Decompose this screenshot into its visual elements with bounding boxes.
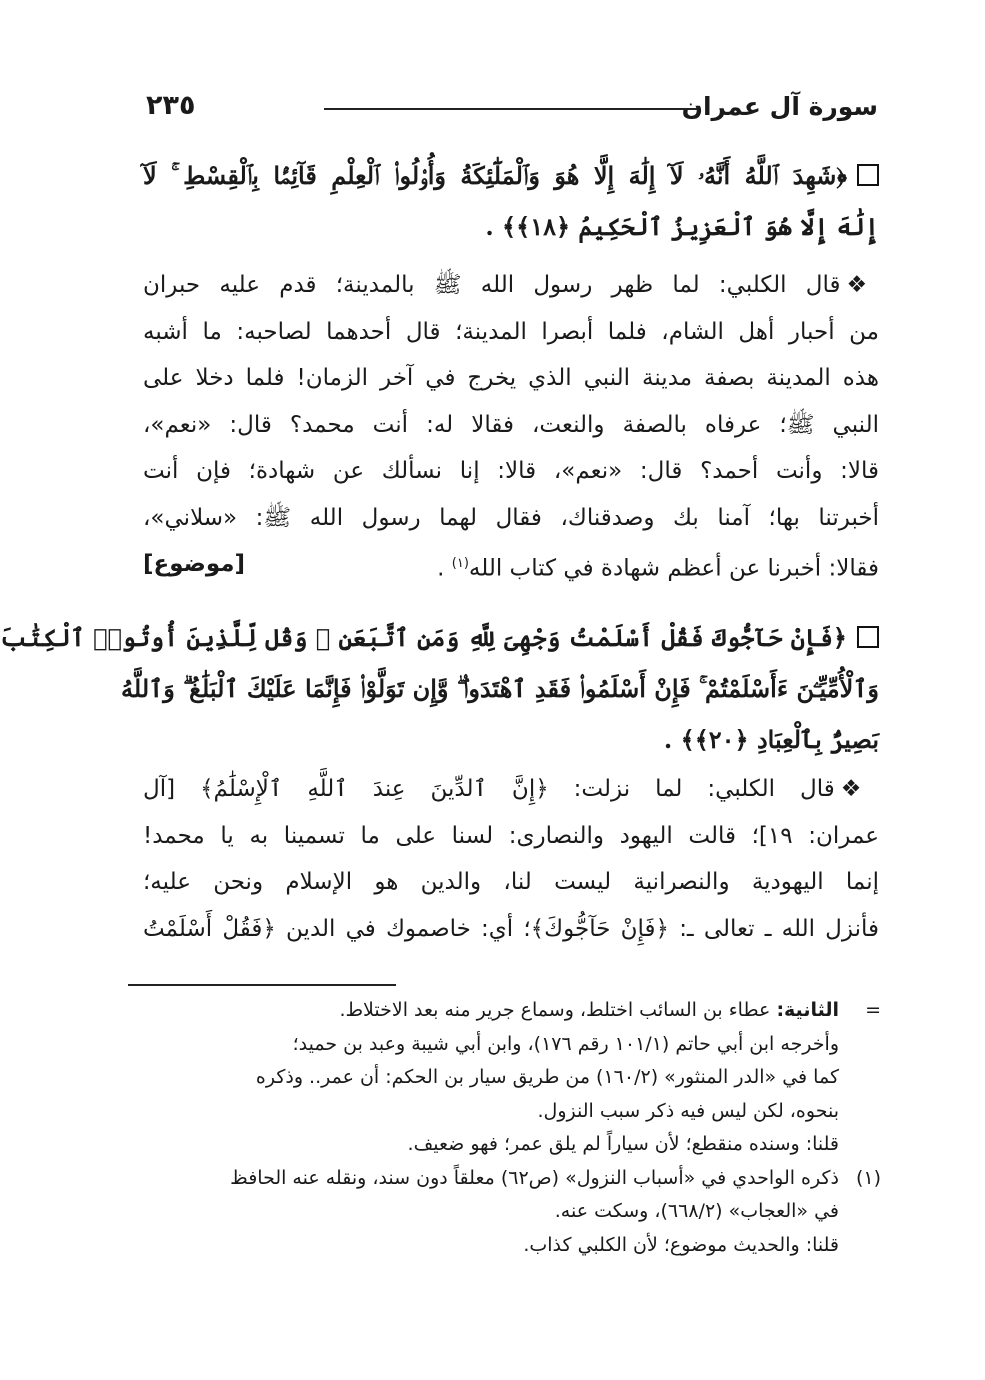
- footnotes: [139, 994, 881, 1262]
- occasion-text-1: [143, 262, 879, 592]
- footnote-1: (١)ذكره الواحدي في «أسباب النزول» (ص٦٢) معلقاً دون سند، ونقله عنه الحافظ: [139, 1162, 881, 1196]
- text-line: قالا: وأنت أحمد؟ قال: «نعم»، قالا: إنا نسألك عن شهادة؛ فإن أنت: [143, 458, 879, 484]
- grading-tag: [موضوع]: [143, 551, 246, 577]
- footnote-label: الثانية:: [776, 999, 839, 1021]
- verse-line: ﴿فَإِنْ حَآجُّوكَ فَقُلْ أَسْلَمْتُ وَجْهِىَ لِلَّهِ وَمَنِ ٱتَّبَعَنِ ۗ وَقُل لِّلَّذِينَ أُوتُوا۟ ٱلْكِتَٰبَ: [143, 612, 879, 663]
- verse-block-1: [143, 150, 879, 252]
- square-marker-icon: [857, 626, 879, 648]
- verse-line: ﴿شَهِدَ ٱللَّهُ أَنَّهُۥ لَآ إِلَٰهَ إِلَّا هُوَ وَٱلْمَلَٰٓئِكَةُ وَأُو۟لُوا۟ ٱلْعِلْمِ قَآئِمًۢا بِٱلْقِسْطِ ۚ لَآ: [143, 150, 879, 201]
- text-line: هذه المدينة بصفة مدينة النبي الذي يخرج في آخر الزمان! فلما دخلا على: [143, 365, 879, 391]
- star-ornament-icon: ❖: [840, 776, 880, 802]
- header-rule: [324, 108, 698, 110]
- text-line: النبي ﷺ؛ عرفاه بالصفة والنعت، فقالا له: أنت محمد؟ قال: «نعم»،: [143, 411, 879, 438]
- footnote-line: بنحوه، لكن ليس فيه ذكر سبب النزول.: [537, 1099, 839, 1122]
- surah-title: سورة آل عمران: [681, 92, 878, 121]
- text-line: فأنزل الله ـ تعالى ـ: ﴿فَإِنْ حَآجُّوكَ﴾؛ أي: خاصموك في الدين ﴿فَقُلْ أَسْلَمْتُ: [143, 915, 879, 942]
- footnote-line: وأخرجه ابن أبي حاتم (١٠١/١ رقم ١٧٦)، وابن أبي شيبة وعبد بن حميد؛: [292, 1032, 839, 1055]
- text-line: أخبرتنا بها؛ آمنا بك وصدقناك، فقال لهما رسول الله ﷺ: «سلاني»،: [143, 504, 879, 531]
- page-header: [146, 86, 878, 126]
- text-line: ❖قال الكلبي: لما ظهر رسول الله ﷺ بالمدينة؛ قدم عليه حبران: [143, 272, 879, 298]
- verse-line: بَصِيرٌۢ بِٱلْعِبَادِ ﴿٢٠﴾﴾ .: [663, 725, 879, 754]
- footnote-line: =الثانية: عطاء بن السائب اختلط، وسماع جرير منه بعد الاختلاط.: [139, 994, 881, 1028]
- occasion-text-2: [143, 766, 879, 952]
- square-marker-icon: [857, 164, 879, 186]
- text-line: إنما اليهودية والنصرانية ليست لنا، والدين هو الإسلام ونحن عليه؛: [143, 869, 879, 895]
- footnote-separator: [128, 984, 396, 986]
- footnote-line: قلنا: وسنده منقطع؛ لأن سياراً لم يلق عمر؛ فهو ضعيف.: [407, 1133, 839, 1155]
- text-line: من أحبار أهل الشام، فلما أبصرا المدينة؛ قال أحدهما لصاحبه: ما أشبه: [143, 318, 879, 345]
- footnote-line: كما في «الدر المنثور» (١٦٠/٢) من طريق سيار بن الحكم: أن عمر.. وذكره: [255, 1066, 839, 1088]
- verse-block-2: [0, 612, 879, 765]
- footnote-line: في «العجاب» (٦٦٨/٢)، وسكت عنه.: [554, 1200, 839, 1222]
- text-line: فقالا: أخبرنا عن أعظم شهادة في كتاب الله$^{(١)}$ . [موضوع]: [143, 541, 879, 592]
- verse-line: وَٱلْأُمِّيِّـۧنَ ءَأَسْلَمْتُمْ ۚ فَإِنْ أَسْلَمُوا۟ فَقَدِ ٱهْتَدَوا۟ ۖ وَّإِن تَوَلَّوْا۟ فَإِنَّمَا عَلَيْكَ ٱلْبَلَٰغُ ۗ وَٱللَّهُ: [121, 674, 879, 703]
- footnote-reference[interactable]: (١): [451, 556, 469, 571]
- footnote-line: قلنا: والحديث موضوع؛ لأن الكلبي كذاب.: [523, 1233, 839, 1256]
- star-ornament-icon: ❖: [846, 272, 879, 298]
- verse-line: إِلَٰهَ إِلَّا هُوَ ٱلْعَزِيزُ ٱلْحَكِيمُ ﴿١٨﴾﴾ .: [485, 212, 879, 241]
- text-line: ❖قال الكلبي: لما نزلت: ﴿إِنَّ ٱلدِّينَ عِندَ ٱللَّهِ ٱلْإِسْلَٰمُ﴾ [آل: [143, 776, 880, 802]
- text-line: عمران: ١٩]؛ قالت اليهود والنصارى: لسنا على ما تسمينا به يا محمد!: [143, 822, 879, 849]
- page-number: ٢٣٥: [146, 90, 196, 121]
- footnote-number: (١): [855, 1166, 881, 1189]
- continuation-mark: =: [865, 999, 881, 1021]
